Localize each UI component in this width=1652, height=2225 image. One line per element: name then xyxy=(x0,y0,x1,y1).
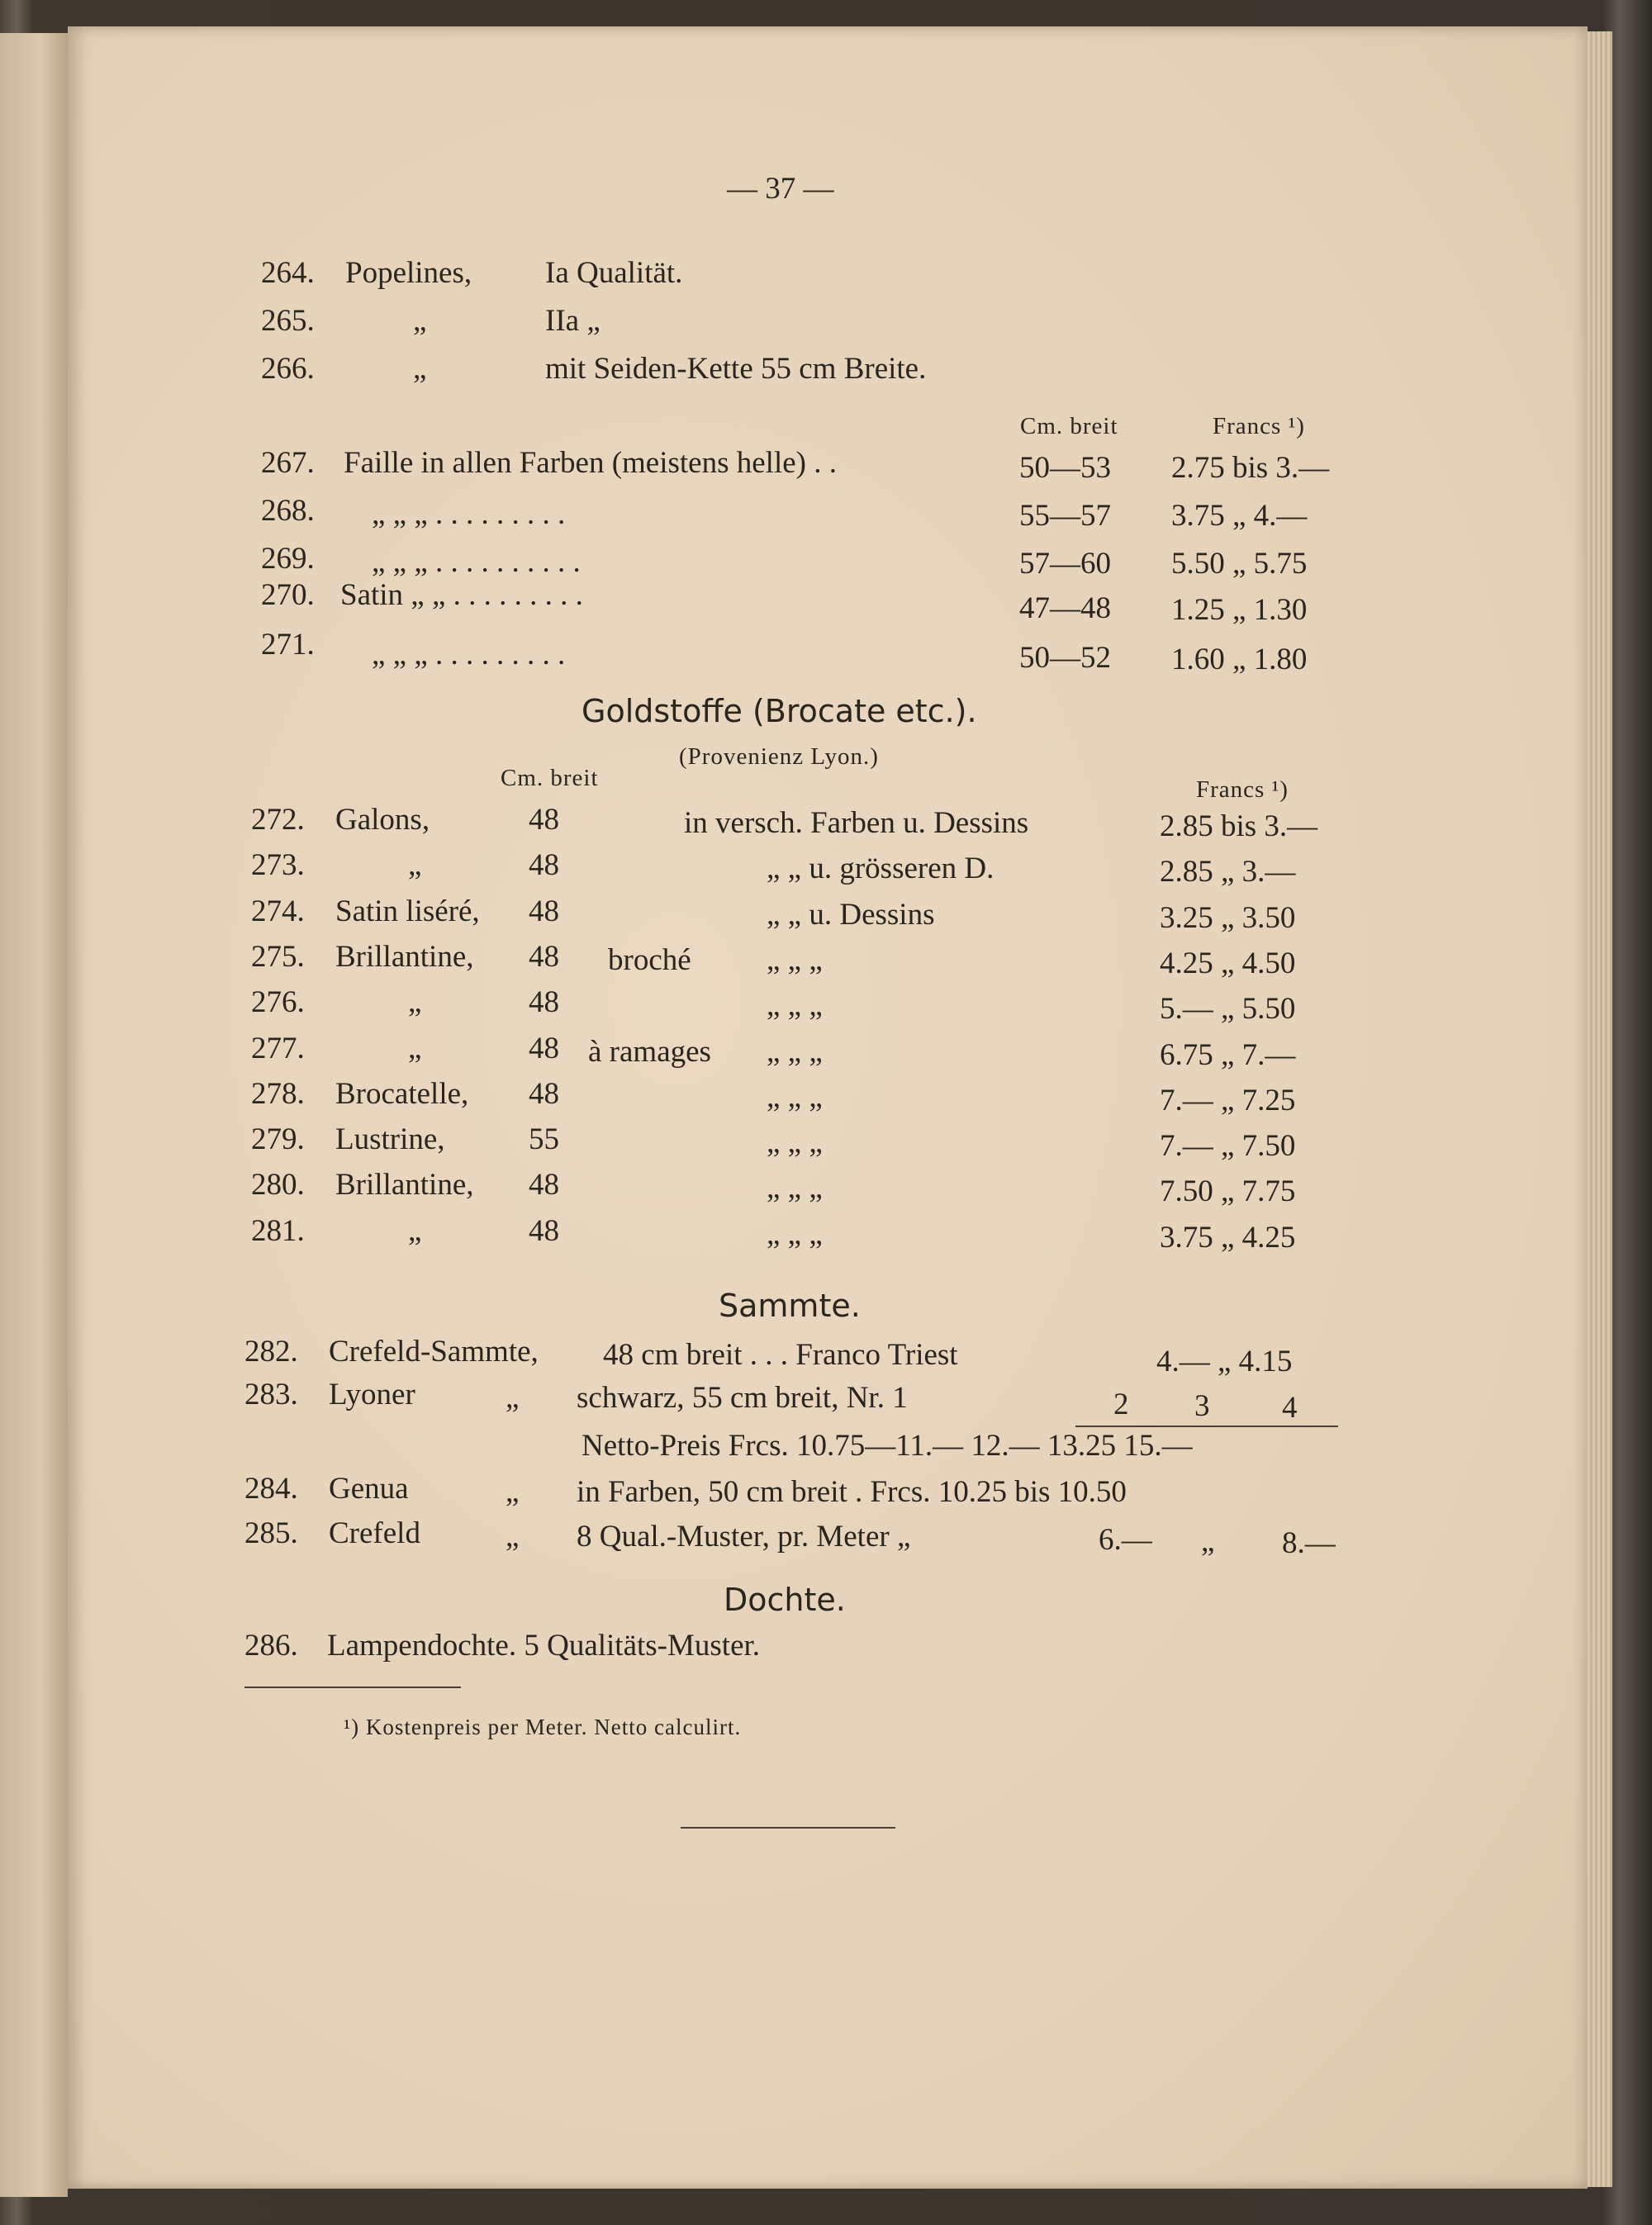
item-price: 7.— „ 7.25 xyxy=(1160,1084,1296,1117)
netto-price-line: Netto-Preis Frcs. 10.75—11.— 12.— 13.25 15.— xyxy=(582,1429,1193,1463)
section-heading-sammte: Sammte. xyxy=(719,1288,861,1324)
item-quality: Ia Qualität. xyxy=(545,256,683,290)
item-number: 275. xyxy=(251,940,305,974)
item-price: 2.85 „ 3.— xyxy=(1160,855,1296,889)
column-rule xyxy=(1075,1426,1338,1427)
column-header-francs: Francs ¹) xyxy=(1196,776,1289,803)
item-description: 8 Qual.-Muster, pr. Meter „ xyxy=(577,1520,911,1554)
item-number: 268. xyxy=(261,494,315,528)
item-description: „ „ „ xyxy=(767,1035,823,1069)
item-name: Brocatelle, xyxy=(335,1077,469,1111)
item-number: 273. xyxy=(251,848,305,882)
item-breit: 47—48 xyxy=(1019,591,1111,625)
item-breit: 48 xyxy=(529,1168,559,1202)
item-name: Genua xyxy=(329,1472,409,1506)
item-price: 2.85 bis 3.— xyxy=(1160,809,1318,843)
item-name: Popelines, xyxy=(345,256,472,290)
item-description: „ „ u. grösseren D. xyxy=(767,852,995,885)
price-to: 8.— xyxy=(1282,1526,1336,1560)
item-kind: broché xyxy=(608,943,691,977)
item-number: 283. xyxy=(244,1378,298,1411)
number-column-2: 2 xyxy=(1113,1388,1129,1421)
item-price: 5.50 „ 5.75 xyxy=(1171,547,1308,581)
item-description: in versch. Farben u. Dessins xyxy=(684,806,1029,840)
item-number: 284. xyxy=(244,1472,298,1506)
item-number: 265. xyxy=(261,304,315,338)
item-number: 276. xyxy=(251,985,305,1019)
item-number: 279. xyxy=(251,1122,305,1156)
item-name: Brillantine, xyxy=(335,1168,474,1202)
item-number: 274. xyxy=(251,894,305,928)
item-name: „ xyxy=(413,352,427,386)
column-header-breit: Cm. breit xyxy=(1020,413,1118,439)
item-number: 281. xyxy=(251,1214,305,1248)
item-price: 7.— „ 7.50 xyxy=(1160,1129,1296,1163)
item-breit: 55—57 xyxy=(1019,499,1111,533)
item-breit: 50—52 xyxy=(1019,641,1111,675)
left-page-edge xyxy=(0,33,68,2197)
item-price: 4.25 „ 4.50 xyxy=(1160,946,1296,980)
item-name: „ xyxy=(408,1032,422,1065)
footnote: ¹) Kostenpreis per Meter. Netto calculirt. xyxy=(344,1715,742,1739)
item-description: „ „ „ xyxy=(767,1080,823,1114)
item-price: 5.— „ 5.50 xyxy=(1160,992,1296,1026)
footnote-rule xyxy=(244,1687,461,1688)
end-rule xyxy=(681,1827,895,1829)
column-header-breit: Cm. breit xyxy=(501,765,599,791)
number-column-4: 4 xyxy=(1282,1391,1298,1425)
item-name: Crefeld xyxy=(329,1516,420,1550)
item-number: 282. xyxy=(244,1335,298,1369)
item-description: Lampendochte. 5 Qualitäts-Muster. xyxy=(327,1629,761,1663)
item-description: „ „ „ xyxy=(767,1217,823,1251)
section-heading-dochte: Dochte. xyxy=(724,1582,846,1618)
price-from: 6.— xyxy=(1099,1523,1152,1557)
item-description: schwarz, 55 cm breit, Nr. 1 xyxy=(577,1381,908,1415)
item-number: 271. xyxy=(261,628,315,662)
item-description: 48 cm breit . . . Franco Triest xyxy=(603,1338,958,1372)
item-kind: à ramages xyxy=(588,1035,711,1069)
item-name: „ xyxy=(413,304,427,338)
item-number: 272. xyxy=(251,803,305,837)
item-description: „ „ „ . . . . . . . . . . xyxy=(372,545,581,579)
page-stack-edge xyxy=(1588,31,1612,2187)
section-heading-goldstoffe: Goldstoffe (Brocate etc.). xyxy=(582,693,977,729)
item-name: „ xyxy=(408,1214,422,1248)
item-breit: 50—53 xyxy=(1019,451,1111,485)
item-breit: 48 xyxy=(529,940,559,974)
page-number: — 37 — xyxy=(727,172,834,206)
item-price: 1.60 „ 1.80 xyxy=(1171,643,1308,676)
item-number: 280. xyxy=(251,1168,305,1202)
item-name: Brillantine, xyxy=(335,940,474,974)
number-column-3: 3 xyxy=(1194,1389,1210,1423)
item-price: 4.— „ 4.15 xyxy=(1156,1345,1293,1378)
item-quality: mit Seiden-Kette 55 cm Breite. xyxy=(545,352,927,386)
item-ditto: „ xyxy=(506,1475,520,1509)
item-name: „ xyxy=(408,985,422,1019)
item-name: Satin liséré, xyxy=(335,894,480,928)
item-price: 1.25 „ 1.30 xyxy=(1171,593,1308,627)
item-number: 269. xyxy=(261,542,315,576)
price-ditto: „ xyxy=(1201,1525,1215,1558)
item-number: 278. xyxy=(251,1077,305,1111)
item-breit: 48 xyxy=(529,1214,559,1248)
item-breit: 57—60 xyxy=(1019,547,1111,581)
item-price: 6.75 „ 7.— xyxy=(1160,1038,1296,1072)
item-price: 3.75 „ 4.— xyxy=(1171,499,1308,533)
item-number: 266. xyxy=(261,352,315,386)
item-price: 7.50 „ 7.75 xyxy=(1160,1174,1296,1208)
item-price: 3.75 „ 4.25 xyxy=(1160,1221,1296,1255)
item-name: Lustrine, xyxy=(335,1122,445,1156)
item-name: Galons, xyxy=(335,803,430,837)
item-description: in Farben, 50 cm breit . Frcs. 10.25 bis 10.50 xyxy=(577,1475,1127,1509)
item-name: Lyoner xyxy=(329,1378,415,1411)
item-description: „ „ u. Dessins xyxy=(767,898,935,932)
item-description: „ „ „ xyxy=(767,1171,823,1205)
item-number: 264. xyxy=(261,256,315,290)
item-description: „ „ „ xyxy=(767,989,823,1022)
item-number: 270. xyxy=(261,578,315,612)
item-description: Satin „ „ . . . . . . . . . xyxy=(340,578,583,612)
item-breit: 48 xyxy=(529,848,559,882)
item-breit: 48 xyxy=(529,1077,559,1111)
item-number: 277. xyxy=(251,1032,305,1065)
item-description: „ „ „ xyxy=(767,943,823,977)
item-number: 286. xyxy=(244,1629,298,1663)
item-name: „ xyxy=(408,848,422,882)
item-description: Faille in allen Farben (meistens helle) . . xyxy=(344,446,837,480)
column-header-francs: Francs ¹) xyxy=(1213,413,1305,439)
item-number: 285. xyxy=(244,1516,298,1550)
item-breit: 48 xyxy=(529,803,559,837)
item-description: „ „ „ xyxy=(767,1126,823,1160)
item-number: 267. xyxy=(261,446,315,480)
item-price: 3.25 „ 3.50 xyxy=(1160,901,1296,935)
item-breit: 48 xyxy=(529,985,559,1019)
item-breit: 55 xyxy=(529,1122,559,1156)
item-ditto: „ xyxy=(506,1520,520,1554)
item-name: Crefeld-Sammte, xyxy=(329,1335,539,1369)
item-breit: 48 xyxy=(529,894,559,928)
item-description: „ „ „ . . . . . . . . . xyxy=(372,638,566,671)
section-subheading: (Provenienz Lyon.) xyxy=(679,743,879,770)
item-breit: 48 xyxy=(529,1032,559,1065)
item-quality: IIa „ xyxy=(545,304,601,338)
item-ditto: „ xyxy=(506,1381,520,1415)
item-price: 2.75 bis 3.— xyxy=(1171,451,1330,485)
item-description: „ „ „ . . . . . . . . . xyxy=(372,497,566,531)
